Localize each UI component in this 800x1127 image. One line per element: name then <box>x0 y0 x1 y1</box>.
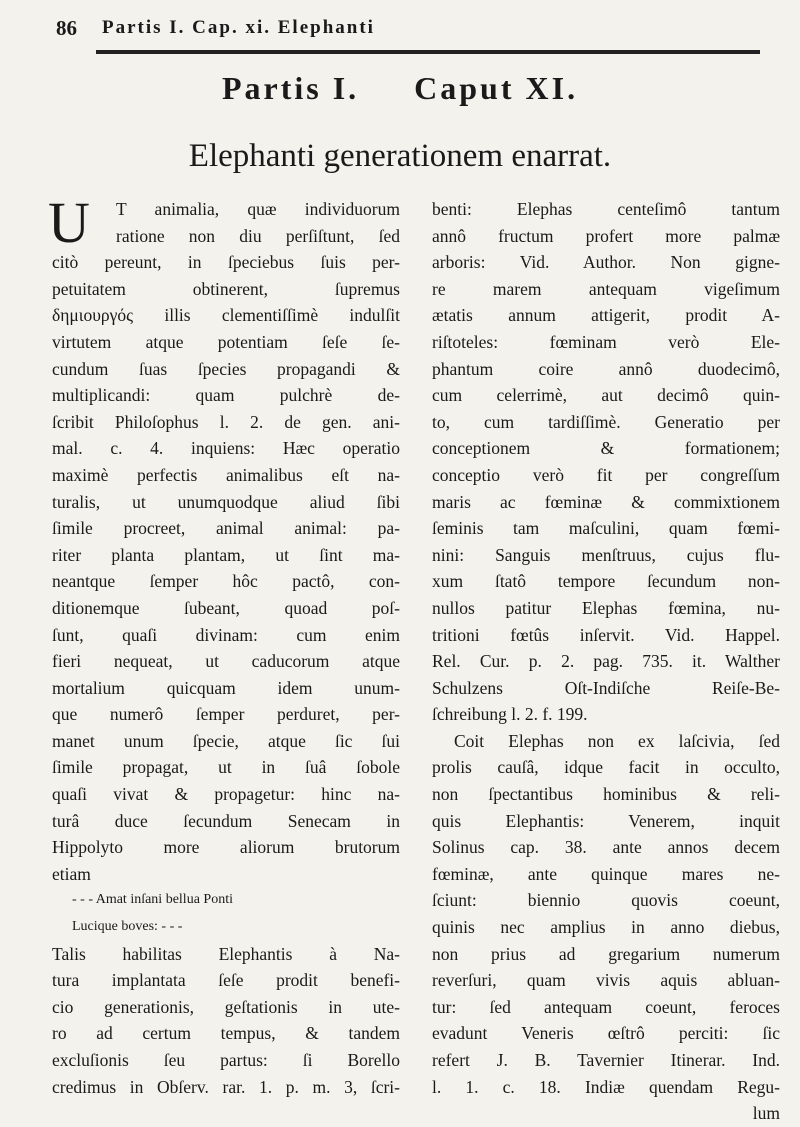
text-line: ætatis annum attigerit, prodit A- <box>432 305 780 326</box>
text-line: turâ duce ſecundum Senecam in <box>52 810 400 831</box>
text-line: Schulzens Oſt-Indiſche Reiſe-Be- <box>432 677 780 698</box>
left-column <box>48 190 400 1100</box>
text-line: tura implantata ſeſe prodit benefi- <box>52 970 400 991</box>
text-line: non ſpectantibus hominibus & reli- <box>432 784 780 805</box>
text-line: xum ſtatô tempore ſecundum non- <box>432 571 780 592</box>
text-line: cio generationis, geſtationis in ute- <box>52 996 400 1017</box>
text-line: ro ad certum tempus, & tandem <box>52 1023 400 1044</box>
drop-cap: U <box>48 190 90 255</box>
part-label: Partis I. <box>221 70 360 106</box>
text-line: ratione non diu perſiſtunt, ſed <box>116 225 400 246</box>
text-line: fœminæ, ante quinque mares ne- <box>432 863 780 884</box>
text-line: nullos patitur Elephas fœmina, nu- <box>432 597 780 618</box>
text-line: non prius ad gregarium numerum <box>432 943 780 964</box>
text-line: ſchreibung l. 2. f. 199. <box>432 704 588 725</box>
text-line: etiam <box>52 863 91 884</box>
text-line: riſtoteles: fœminam verò Ele- <box>432 331 780 352</box>
page-number: 86 <box>56 15 77 40</box>
text-line: maris ac fœminæ & commixtionem <box>432 491 780 512</box>
text-line: riter planta plantam, ut ſint ma- <box>52 544 400 565</box>
text-line: refert J. B. Tavernier Itinerar. Ind. <box>432 1050 780 1070</box>
text-line: virtutem atque potentiam ſeſe ſe- <box>52 331 400 352</box>
text-line: δημιουργός illis clementiſſimè indulſit <box>52 305 400 326</box>
text-line: arboris: Vid. Author. Non gigne- <box>432 252 780 273</box>
text-line: mal. c. 4. inquiens: Hæc operatio <box>52 438 400 459</box>
header-rule <box>96 50 760 54</box>
text-line: manet unum ſpecie, atque ſic ſui <box>52 730 400 751</box>
text-line: tur: ſed antequam coeunt, feroces <box>432 996 780 1017</box>
text-line: reverſuri, quam vivis aquis abluan- <box>432 970 780 991</box>
right-column <box>432 196 780 1127</box>
text-line: conceptionem & formationem; <box>432 438 780 459</box>
text-line: Solinus cap. 38. ante annos decem <box>432 837 780 858</box>
text-line: quis Elephantis: Venerem, inquit <box>432 810 780 831</box>
text-line: mortalium quicquam idem unum- <box>52 677 400 698</box>
running-title: Partis I. Cap. xi. Elephanti <box>102 17 375 38</box>
text-line: ſciunt: biennio quovis coeunt, <box>432 890 780 911</box>
verse-line: - - - Amat inſani bellua Ponti <box>72 892 233 908</box>
verse-line: Lucique boves: - - - <box>72 919 183 935</box>
text-line: Rel. Cur. p. 2. pag. 735. it. Walther <box>432 651 780 672</box>
text-line: quinis nec amplius in anno diebus, <box>432 917 780 938</box>
text-line: cundum ſuas ſpecies propagandi & <box>52 358 400 379</box>
text-line: phantum coire annô duodecimô, <box>432 358 780 379</box>
text-line: re marem antequam vigeſimum <box>432 278 780 299</box>
text-line: l. 1. c. 18. Indiæ quendam Regu- <box>432 1076 780 1097</box>
chapter-subtitle: Elephanti generationem enarrat. <box>188 138 612 174</box>
text-line: multiplicandi: quam pulchrè de- <box>52 385 400 406</box>
text-line: annô fructum profert more palmæ <box>432 225 780 246</box>
text-line: Hippolyto more aliorum brutorum <box>52 837 400 858</box>
text-line: ſeminis tam maſculini, quam fœmi- <box>432 518 780 539</box>
text-line: turalis, ut unumquodque aliud ſibi <box>52 491 400 512</box>
text-line: nini: Sanguis menſtruus, cujus flu- <box>432 544 780 565</box>
text-line: ſunt, quaſi divinam: cum enim <box>52 624 400 645</box>
text-line: ſimile propagat, ut in ſuâ ſobole <box>52 757 400 778</box>
text-line: Coit Elephas non ex laſcivia, ſed <box>454 730 780 751</box>
text-line: tritioni fœtûs inſervit. Vid. Happel. <box>432 624 780 645</box>
caput-label: Caput XI. <box>414 70 579 106</box>
text-line: que numerô ſemper perduret, per- <box>52 704 400 725</box>
text-line: credimus in Obſerv. rar. 1. p. m. 3, ſcri- <box>52 1076 400 1097</box>
text-line: conceptio verò fit per congreſſum <box>432 464 780 485</box>
text-line: cum celerrimè, aut decimô quin- <box>432 385 780 406</box>
text-line: Talis habilitas Elephantis à Na- <box>52 943 400 964</box>
running-head <box>56 8 760 48</box>
text-line: prolis cauſâ, idque facit in occulto, <box>432 757 780 778</box>
text-line: benti: Elephas centeſimô tantum <box>432 199 780 219</box>
text-line: citò pereunt, in ſpeciebus ſuis per- <box>52 252 400 273</box>
text-line: T animalia, quæ individuorum <box>116 199 400 219</box>
text-line: to, cum tardiſſimè. Generatio per <box>432 411 780 432</box>
text-line: fieri nequeat, ut caducorum atque <box>52 651 400 672</box>
text-line: petuitatem obtinerent, ſupremus <box>52 278 400 299</box>
text-line: lum <box>752 1103 780 1124</box>
text-line: neantque ſemper hôc pactô, con- <box>52 571 400 592</box>
text-line: ſimile procreet, animal animal: pa- <box>52 518 400 539</box>
text-line: ditionemque ſubeant, quoad poſ- <box>52 597 400 618</box>
text-line: quaſi vivat & propagetur: hinc na- <box>52 784 400 805</box>
text-line: evadunt Veneris œſtrô perciti: ſic <box>432 1023 780 1044</box>
text-line: excluſionis ſeu partus: ſi Borello <box>52 1050 400 1070</box>
text-line: ſcribit Philoſophus l. 2. de gen. ani- <box>52 411 400 432</box>
text-line: maximè perfectis animalibus eſt na- <box>52 464 400 485</box>
chapter-heading <box>0 70 800 107</box>
